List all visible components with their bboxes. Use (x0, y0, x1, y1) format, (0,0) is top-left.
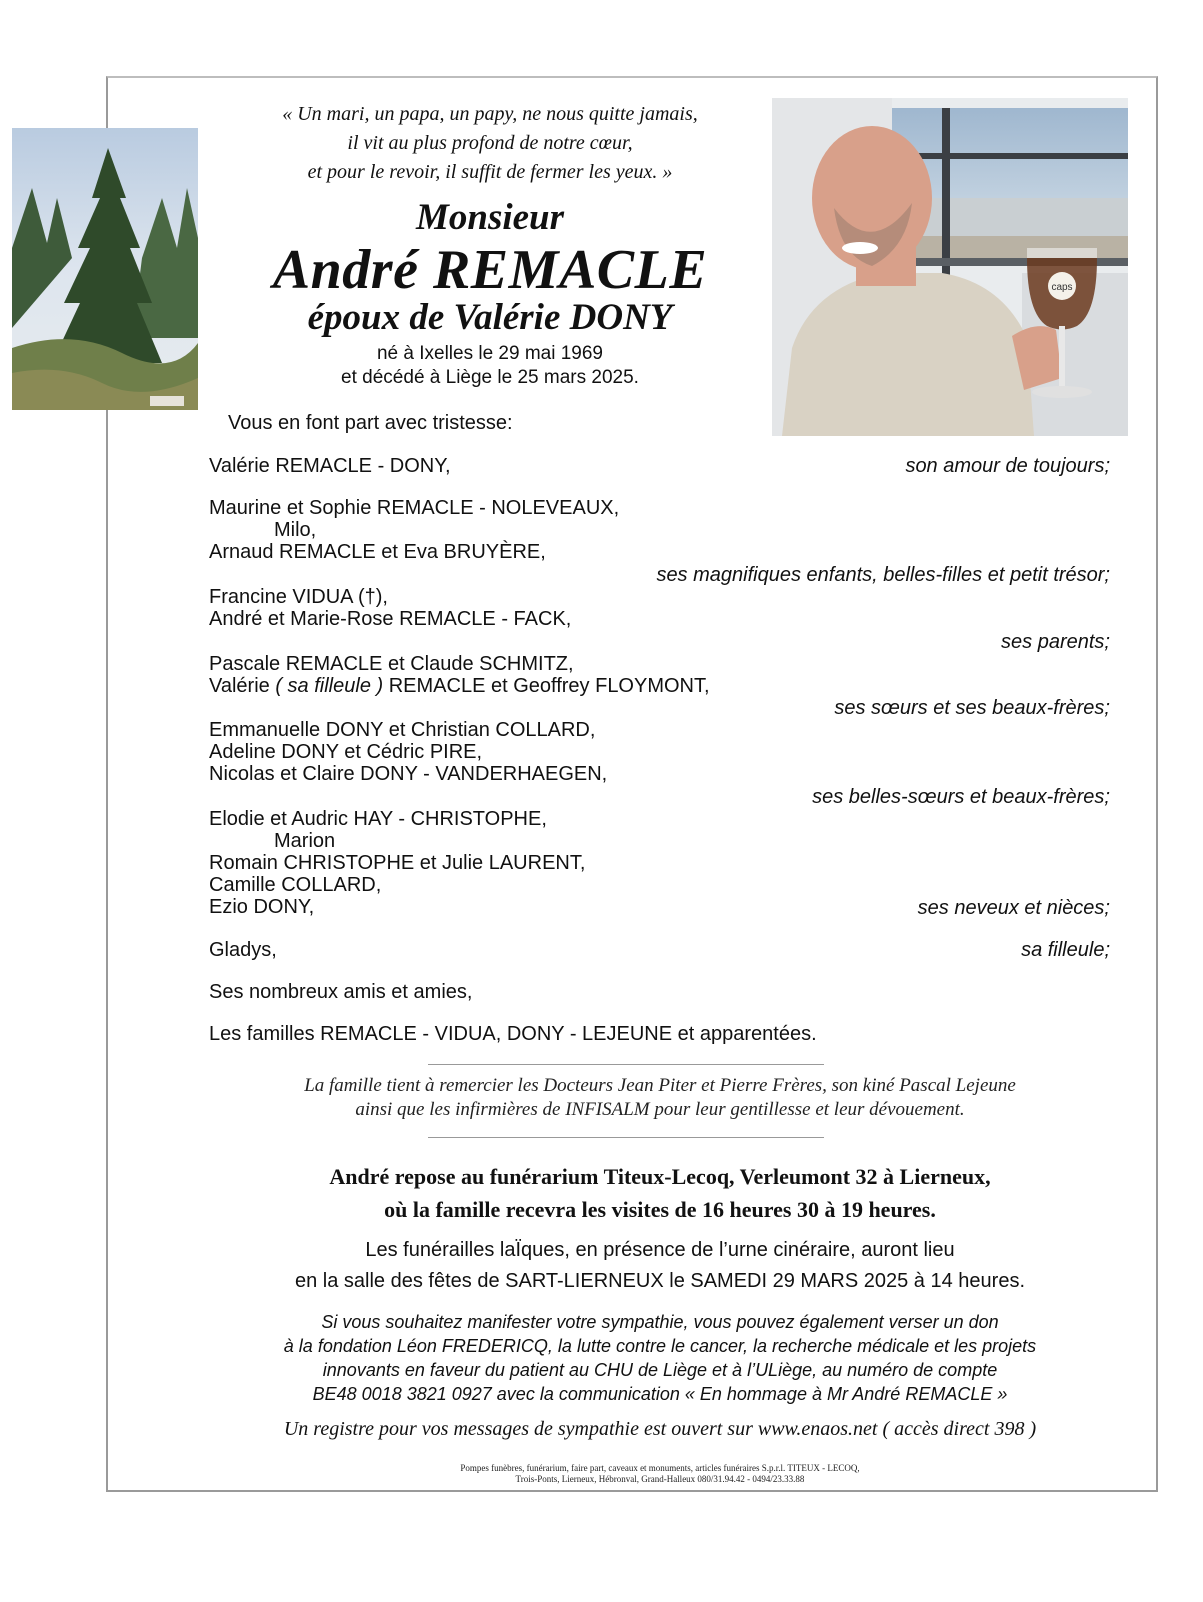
quote-line: et pour le revoir, il suffit de fermer les yeux. » (307, 161, 673, 183)
family-entry: Elodie et Audric HAY - CHRISTOPHE, (209, 808, 547, 830)
divider (428, 1064, 824, 1065)
quote-line: il vit au plus profond de notre cœur, (347, 132, 633, 154)
family-entry: Adeline DONY et Cédric PIRE, (209, 741, 483, 763)
divider (428, 1137, 824, 1138)
relation-label: ses sœurs et ses beaux-frères; (834, 697, 1110, 719)
funeral-info (150, 1235, 1170, 1297)
thanks-line: La famille tient à remercier les Docteurs Jean Piter et Pierre Frères, son kiné Pascal Lejeune (304, 1075, 1016, 1096)
family-entry: Pascale REMACLE et Claude SCHMITZ, (209, 653, 574, 675)
thanks-line: ainsi que les infirmières de INFISALM pour leur gentillesse et leur dévouement. (355, 1099, 965, 1120)
family-entry-part: Valérie (209, 675, 270, 697)
honorific: Monsieur (415, 197, 565, 238)
relation-label: ses belles-sœurs et beaux-frères; (812, 786, 1110, 808)
repose-line: André repose au funérarium Titeux-Lecoq, Verleumont 32 à Lierneux, (329, 1164, 991, 1189)
donation-line: BE48 0018 3821 0927 avec la communication « En hommage à Mr André REMACLE » (312, 1384, 1008, 1404)
family-entry: Camille COLLARD, (209, 874, 382, 896)
birth-death-dates (290, 342, 690, 390)
death-line: et décédé à Liège le 25 mars 2025. (341, 367, 639, 388)
family-entry: Maurine et Sophie REMACLE - NOLEVEAUX, (209, 497, 620, 519)
family-entry-part: REMACLE et Geoffrey FLOYMONT, (388, 675, 710, 697)
donation-line: innovants en faveur du patient au CHU de Liège et à l’ULiège, au numéro de compte (322, 1360, 998, 1380)
family-entry: Gladys, (209, 939, 277, 961)
portrait-image (772, 98, 1128, 436)
deceased-name: André REMACLE (272, 239, 708, 301)
thanks-note (150, 1074, 1170, 1122)
repose-info (150, 1160, 1170, 1226)
family-entry: Francine VIDUA (†), (209, 586, 388, 608)
spouse-line: époux de Valérie DONY (307, 297, 673, 338)
portrait-photo (772, 98, 1128, 436)
glass-logo-text: caps (1051, 282, 1073, 293)
funeral-line: Les funérailles laÏques, en présence de l’urne cinéraire, auront lieu (365, 1239, 955, 1261)
family-entry: Valérie REMACLE - DONY, (209, 455, 451, 477)
family-entry: Ezio DONY, (209, 896, 315, 918)
tree-photo (12, 128, 198, 410)
family-entry: Ses nombreux amis et amies, (209, 981, 473, 1003)
family-entry: Emmanuelle DONY et Christian COLLARD, (209, 719, 596, 741)
godchild-note: ( sa filleule ) (275, 675, 384, 697)
footer-line: Pompes funèbres, funérarium, faire part, caveaux et monuments, articles funéraires S.p.r.l. TITEUX - LECOQ, (460, 1463, 860, 1473)
announcement-intro: Vous en font part avec tristesse: (228, 412, 513, 434)
donation-info (150, 1310, 1170, 1406)
footer-line: Trois-Ponts, Lierneux, Hébronval, Grand-Halleux 080/31.94.42 - 0494/23.33.88 (515, 1474, 805, 1484)
registry-note: Un registre pour vos messages de sympathie est ouvert sur www.enaos.net ( accès direct 398 ) (283, 1418, 1037, 1440)
family-entry (209, 675, 710, 698)
relation-label: ses neveux et nièces; (917, 897, 1110, 919)
family-entry: Marion (274, 830, 336, 852)
relation-label: sa filleule; (1021, 939, 1110, 961)
tree-image (12, 128, 198, 410)
quote-line: « Un mari, un papa, un papy, ne nous quitte jamais, (282, 103, 698, 125)
family-entry: Nicolas et Claire DONY - VANDERHAEGEN, (209, 763, 608, 785)
epitaph-quote (230, 100, 750, 187)
family-entry: André et Marie-Rose REMACLE - FACK, (209, 608, 572, 630)
funeral-home-footer (300, 1463, 1020, 1485)
relation-label: son amour de toujours; (905, 455, 1110, 477)
family-entry: Milo, (274, 519, 317, 541)
birth-line: né à Ixelles le 29 mai 1969 (376, 343, 604, 364)
donation-line: à la fondation Léon FREDERICQ, la lutte contre le cancer, la recherche médicale et les projets (283, 1336, 1037, 1356)
funeral-line: en la salle des fêtes de SART-LIERNEUX le SAMEDI 29 MARS 2025 à 14 heures. (295, 1270, 1025, 1292)
donation-line: Si vous souhaitez manifester votre sympathie, vous pouvez également verser un don (321, 1312, 999, 1332)
repose-line: où la famille recevra les visites de 16 heures 30 à 19 heures. (384, 1197, 936, 1222)
family-entry: Les familles REMACLE - VIDUA, DONY - LEJEUNE et apparentées. (209, 1023, 817, 1045)
family-entry: Romain CHRISTOPHE et Julie LAURENT, (209, 852, 586, 874)
relation-label: ses parents; (1001, 631, 1110, 653)
family-entry: Arnaud REMACLE et Eva BRUYÈRE, (209, 541, 546, 563)
relation-label: ses magnifiques enfants, belles-filles et petit trésor; (656, 564, 1110, 586)
